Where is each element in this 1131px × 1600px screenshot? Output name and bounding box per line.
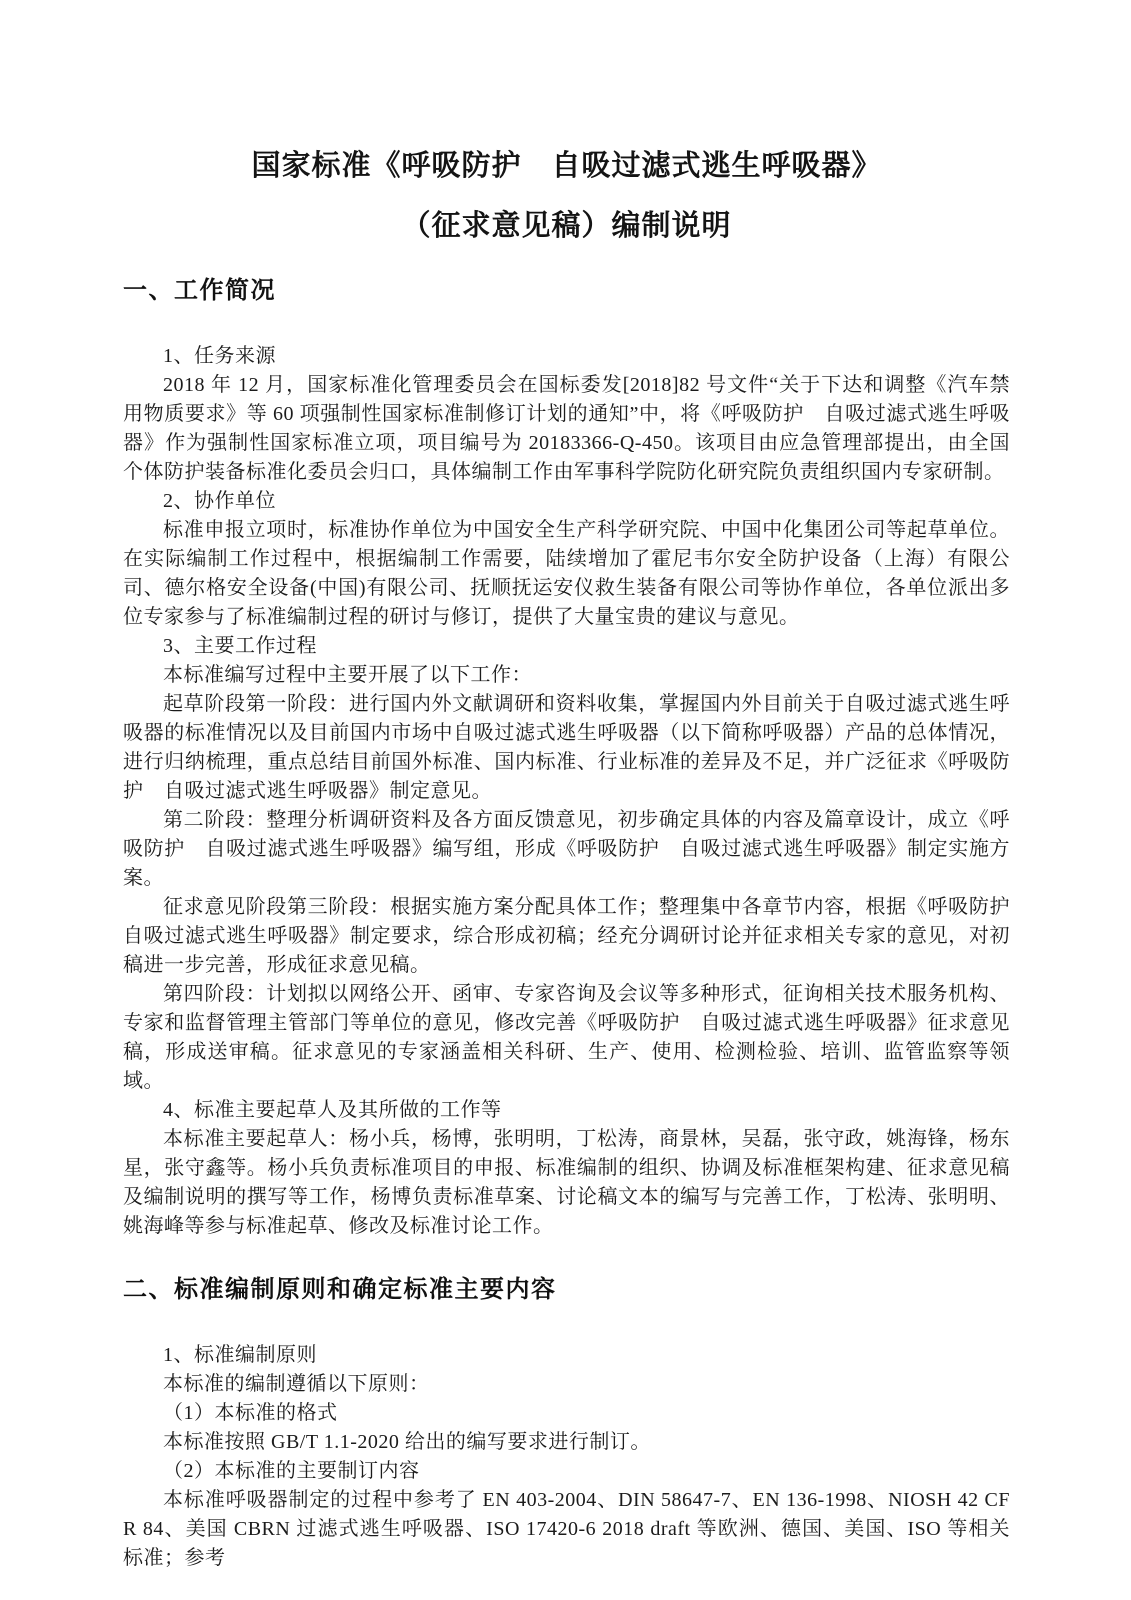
section-2-body [123, 1341, 1010, 1573]
section-1-heading: 一、工作简况 [123, 277, 276, 304]
paragraph: 1、标准编制原则 [163, 1344, 317, 1366]
paragraph: （1）本标准的格式 [163, 1402, 338, 1424]
paragraph: 本标准的编制遵循以下原则： [163, 1373, 430, 1395]
paragraph: 第二阶段：整理分析调研资料及各方面反馈意见，初步确定具体的内容及篇章设计，成立《呼吸防护 自吸过滤式逃生呼吸器》编写组，形成《呼吸防护 自吸过滤式逃生呼吸器》制定实施方案。 [123, 809, 1010, 889]
paragraph: （2）本标准的主要制订内容 [163, 1460, 420, 1482]
section-work-overview [123, 276, 1031, 1241]
paragraph: 本标准按照 GB/T 1.1-2020 给出的编写要求进行制订。 [163, 1431, 651, 1453]
paragraph: 本标准编写过程中主要开展了以下工作： [163, 664, 532, 686]
paragraph: 征求意见阶段第三阶段：根据实施方案分配具体工作；整理集中各章节内容，根据《呼吸防护 自吸过滤式逃生呼吸器》制定要求，综合形成初稿；经充分调研讨论并征求相关专家的意见，对初稿进一步完善，形成征求意见稿。 [123, 896, 1031, 976]
doc-title-line1: 国家标准《呼吸防护 自吸过滤式逃生呼吸器》 [251, 150, 882, 182]
paragraph: 第四阶段：计划拟以网络公开、函审、专家咨询及会议等多种形式，征询相关技术服务机构、专家和监督管理主管部门等单位的意见，修改完善《呼吸防护 自吸过滤式逃生呼吸器》征求意见稿，形成送审稿。征求意见的专家涵盖相关科研、生产、使用、检测检验、培训、监管监察等领域。 [123, 983, 1010, 1092]
paragraph: 4、标准主要起草人及其所做的工作等 [163, 1099, 502, 1121]
paragraph: 本标准主要起草人：杨小兵，杨博，张明明，丁松涛，商景林，吴磊，张守政，姚海锋，杨东星，张守鑫等。杨小兵负责标准项目的申报、标准编制的组织、协调及标准框架构建、征求意见稿及编制说明的撰写等工作，杨博负责标准草案、讨论稿文本的编写与完善工作，丁松涛、张明明、姚海峰等参与标准起草、修改及标准讨论工作。 [123, 1128, 1010, 1237]
paragraph: 2、协作单位 [163, 490, 276, 512]
paragraph: 1、任务来源 [163, 345, 276, 367]
section-2-heading: 二、标准编制原则和确定标准主要内容 [123, 1276, 557, 1303]
section-1-body [123, 342, 1031, 1241]
paragraph: 标准申报立项时，标准协作单位为中国安全生产科学研究院、中国中化集团公司等起草单位。在实际编制工作过程中，根据编制工作需要，陆续增加了霍尼韦尔安全防护设备（上海）有限公司、德尔格安全设备(中国)有限公司、抚顺抚运安仪救生装备有限公司等协作单位，各单位派出多位专家参与了标准编制过程的研讨与修订，提供了大量宝贵的建议与意见。 [123, 519, 1010, 628]
paragraph: 本标准呼吸器制定的过程中参考了 EN 403-2004、DIN 58647-7、EN 136-1998、NIOSH 42 CFR 84、美国 CBRN 过滤式逃生呼吸器、ISO 17420-6 2018 draft 等欧洲、德国、美国、ISO 等相关标准；参考 [123, 1489, 1010, 1569]
doc-title-line2: （征求意见稿）编制说明 [401, 210, 732, 242]
section-drafting-principles [123, 1275, 1010, 1573]
paragraph: 起草阶段第一阶段：进行国内外文献调研和资料收集，掌握国内外目前关于自吸过滤式逃生呼吸器的标准情况以及目前国内市场中自吸过滤式逃生呼吸器（以下简称呼吸器）产品的总体情况，进行归纳梳理，重点总结目前国外标准、国内标准、行业标准的差异及不足，并广泛征求《呼吸防护 自吸过滤式逃生呼吸器》制定意见。 [123, 693, 1010, 802]
paragraph: 2018 年 12 月，国家标准化管理委员会在国标委发[2018]82 号文件“关于下达和调整《汽车禁用物质要求》等 60 项强制性国家标准制修订计划的通知”中，将《呼吸防护 自吸过滤式逃生呼吸器》作为强制性国家标准立项，项目编号为 20183366-Q-450。该项目由应急管理部提出，由全国个体防护装备标准化委员会归口，具体编制工作由军事科学院防化研究院负责组织国内专家研制。 [123, 374, 1010, 483]
paragraph: 3、主要工作过程 [163, 635, 317, 657]
